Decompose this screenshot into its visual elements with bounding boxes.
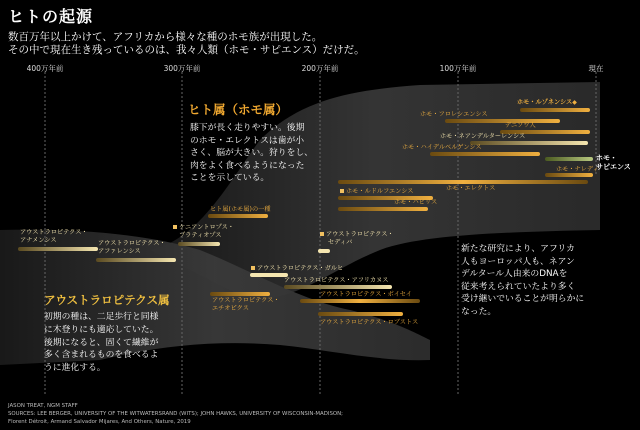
label-neanderthalensis: ホモ・ネアンデルターレンシス	[440, 133, 526, 140]
bar-sediba	[318, 249, 330, 253]
tick-3m: 300万年前	[163, 64, 201, 73]
page-title: ヒトの起源	[8, 7, 94, 26]
homo-heading: ヒト属（ホモ属）	[188, 102, 289, 117]
label-erectus: ホモ・エレクトス	[446, 185, 496, 192]
label-aethiopicus: アウストラロピテクス・ エチオピクス	[212, 297, 280, 312]
label-afarensis: アウストラロピテクス・ アファレンシス	[98, 240, 166, 255]
bar-kenyanthropus	[178, 242, 220, 246]
label-garhi: アウストラロピテクス・ガルヒ	[251, 265, 343, 273]
tick-2m: 200万年前	[301, 64, 339, 73]
bar-anamensis	[18, 247, 98, 251]
label-anamensis: アウストラロピテクス・ アナメンシス	[20, 229, 88, 244]
bar-afarensis	[96, 258, 176, 262]
bar-heidelbergensis	[430, 152, 540, 156]
bar-robustus	[318, 312, 403, 316]
label-robustus: アウストラロピテクス・ロブストス	[320, 319, 419, 326]
credit-author: JASON TREAT, NGM STAFF	[8, 403, 78, 409]
bar-garhi	[250, 273, 288, 277]
label-africanus: アウストラロピテクス・アフリカヌス	[284, 277, 389, 284]
intro-line-2: その中で現在生き残っているのは、我々人類（ホモ・サピエンス）だけだ。	[8, 44, 365, 56]
credit-sources-2: Florent Détroit, Armand Salvador Mijares, And Others, Nature, 2019	[8, 419, 191, 425]
label-luzonensis: ホモ・ルゾネンシス◆	[517, 99, 577, 106]
label-habilis: ホモ・ハビリス	[394, 199, 438, 206]
bar-homo-unnamed	[208, 214, 268, 218]
label-boisei: アウストラロピテクス・ボイセイ	[320, 291, 412, 298]
bar-floresiensis	[445, 119, 560, 123]
bar-naledi	[545, 173, 593, 177]
australo-description: 初期の種は、二足歩行と同様 に木登りにも適応していた。 後期になると、固くて繊維が 多く含まれるものを食べるよ うに進化する。	[44, 312, 159, 374]
bar-erectus	[338, 180, 588, 184]
tick-4m: 400万年前	[26, 64, 64, 73]
credit-sources: SOURCES: LEE BERGER, UNIVERSITY OF THE WITWATERSRAND (WITS); JOHN HAWKS, UNIVERSITY OF WISCONSIN-MADISON;	[8, 411, 343, 417]
bar-neanderthalensis	[470, 141, 588, 145]
bar-boisei	[300, 299, 420, 303]
label-naledi: ホモ・ナレディ	[556, 166, 599, 173]
bar-africanus	[284, 285, 392, 289]
australo-heading: アウストラロピテクス属	[44, 293, 170, 307]
label-rudolfensis: ホモ・ルドルフエンシス	[340, 188, 413, 196]
label-kenyanthropus: ケニアントロプス・ プラティオプス	[173, 224, 234, 240]
label-sediba: アウストラロピテクス・ セディバ	[320, 231, 394, 247]
label-sapiens: ホモ・ サピエンス	[596, 154, 631, 171]
intro-line-1: 数百万年以上かけて、アフリカから様々な種のホモ族が出現した。	[8, 31, 323, 43]
label-homo-unnamed: ヒト属(ホモ属)の一種	[210, 206, 271, 213]
bar-aethiopicus	[210, 292, 270, 296]
bar-habilis	[338, 207, 428, 211]
homo-description: 膝下が長く走りやすい。後期 のホモ・エレクトスは歯が小 さく、脳が大きい。狩りをし、 肉をよく食べるようになった ことを示している。	[190, 123, 313, 183]
label-floresiensis: ホモ・フロレシエンシス	[420, 111, 488, 118]
bar-luzonensis	[520, 108, 590, 112]
bar-sapiens	[545, 157, 593, 161]
tick-1m: 100万年前	[439, 64, 477, 73]
label-heidelbergensis: ホモ・ハイデルベルゲンシス	[402, 144, 482, 151]
label-denisovan: デニソワ人	[505, 122, 536, 129]
tick-present: 現在	[588, 64, 604, 73]
research-note: 新たな研究により、アフリカ 人もヨーロッパ人も、ネアン デルタール人由来のDNAを 従来考えられていたより多く 受け継いでいることが明らかに なった。	[461, 244, 585, 317]
